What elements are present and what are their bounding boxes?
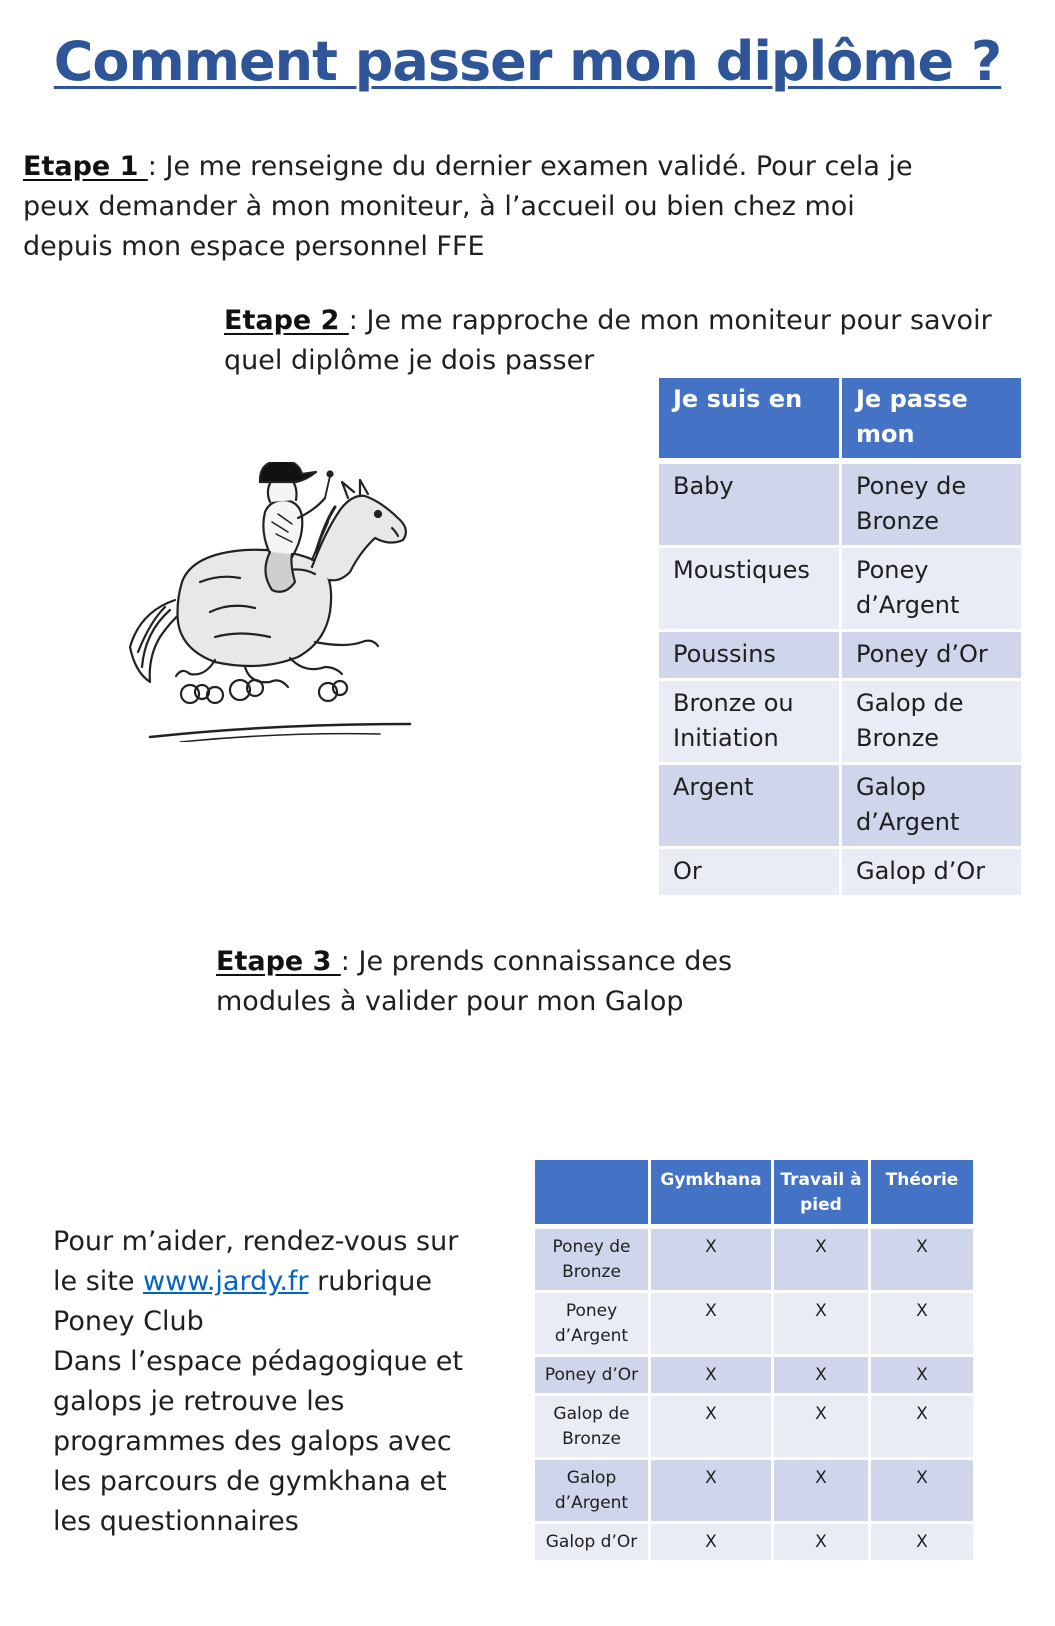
pony-rider-icon <box>120 462 420 742</box>
help-text: Pour m’aider, rendez-vous sur le site www.jardy.fr rubrique Poney Club Dans l’espace pédagogique et galops je retrouve les programmes des galops avec les parcours de gymkhana et les questionnaires <box>53 1226 463 1537</box>
step2-text: Etape 2 : Je me rapproche de mon moniteur pour savoir quel diplôme je dois passer <box>224 305 992 376</box>
table-row: Galop d’Argent X X X <box>535 1460 973 1524</box>
step2-label: Etape 2 <box>224 305 349 336</box>
table-row: Bronze ou Initiation Galop de Bronze <box>659 681 1021 765</box>
table-row: Or Galop d’Or <box>659 849 1021 898</box>
level-table <box>659 378 1021 898</box>
table-row: Poney d’Or X X X <box>535 1357 973 1396</box>
table-row: Moustiques Poney d’Argent <box>659 548 1021 632</box>
level-table-header <box>659 378 1021 464</box>
step1-text: Etape 1 : Je me renseigne du dernier examen validé. Pour cela je peux demander à mon moniteur, à l’accueil ou bien chez moi depuis mon espace personnel FFE <box>23 151 913 262</box>
step3-label: Etape 3 <box>216 946 341 977</box>
header-empty <box>535 1160 651 1229</box>
step3-text: Etape 3 : Je prends connaissance des modules à valider pour mon Galop <box>216 946 733 1017</box>
table-row: Poney de Bronze X X X <box>535 1229 973 1293</box>
header-gymkhana: Gymkhana <box>651 1160 774 1229</box>
table-row: Poney d’Argent X X X <box>535 1293 973 1357</box>
header-theorie: Théorie <box>871 1160 973 1229</box>
table-row: Argent Galop d’Argent <box>659 765 1021 849</box>
header-travail-a-pied: Travail à pied <box>774 1160 871 1229</box>
table-row: Poussins Poney d’Or <box>659 632 1021 681</box>
header-next-diploma: Je passe mon <box>842 378 1021 464</box>
step1-label: Etape 1 <box>23 151 148 182</box>
jardy-link[interactable]: www.jardy.fr <box>143 1266 309 1297</box>
header-current-level: Je suis en <box>659 378 842 464</box>
modules-table-header <box>535 1160 973 1229</box>
page-title: Comment passer mon diplôme ? <box>53 30 1002 93</box>
modules-table <box>535 1160 973 1563</box>
table-row: Galop de Bronze X X X <box>535 1396 973 1460</box>
table-row: Baby Poney de Bronze <box>659 464 1021 548</box>
table-row: Galop d’Or X X X <box>535 1524 973 1563</box>
